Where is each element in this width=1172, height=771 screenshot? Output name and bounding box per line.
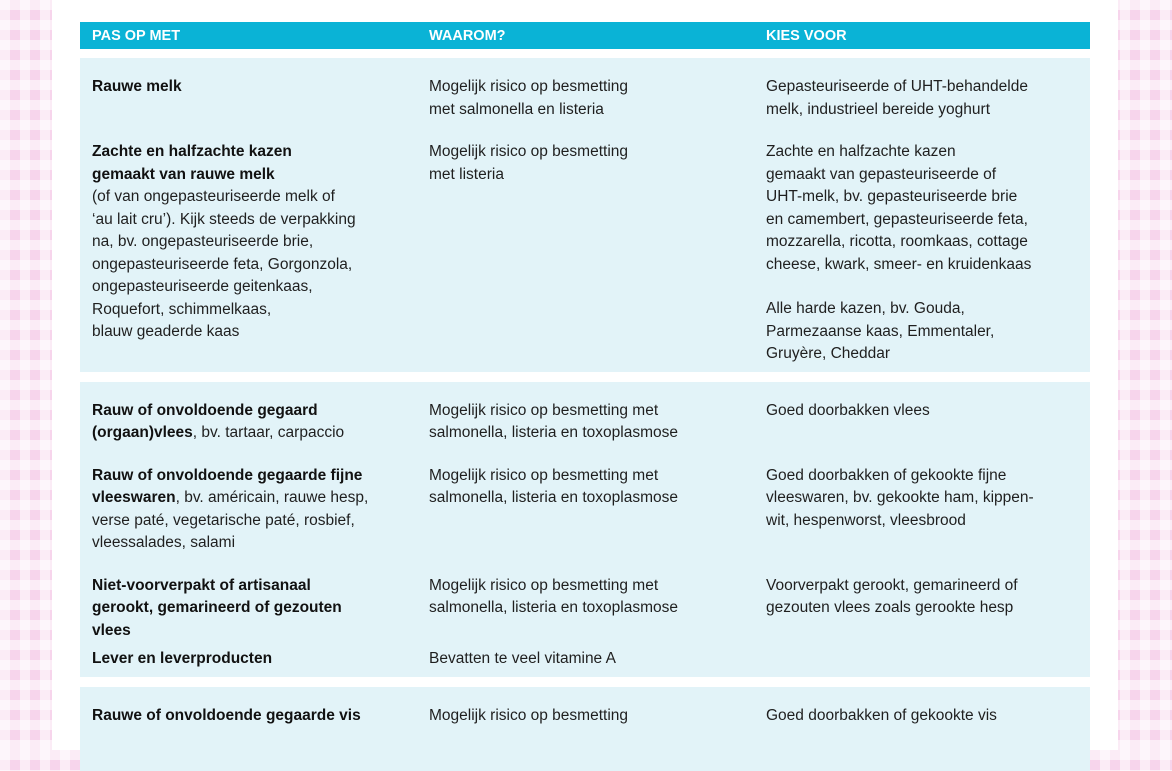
table-row <box>80 648 1090 671</box>
food-safety-table <box>80 22 1090 771</box>
cell-pas-op-met: Lever en leverproducten <box>92 650 273 667</box>
cell-pas-op-met: Rauw of onvoldoende gegaard (orgaan)vlees, bv. tartaar, carpaccio <box>92 401 345 441</box>
group-meat <box>80 382 1090 677</box>
header-pas-op-met: PAS OP MET <box>92 28 181 44</box>
header-kies-voor: KIES VOOR <box>766 28 847 44</box>
table-row <box>80 400 1090 445</box>
cell-waarom: Bevatten te veel vitamine A <box>429 650 616 667</box>
cell-pas-op-met: Rauwe melk <box>92 78 182 95</box>
cell-waarom: Mogelijk risico op besmetting met salmonella, listeria en toxoplasmose <box>429 576 678 616</box>
cell-waarom: Mogelijk risico op besmetting met salmonella en listeria <box>429 78 629 118</box>
table-row <box>80 141 1090 366</box>
table-row <box>80 705 1090 728</box>
cell-kies-voor: Voorverpakt gerookt, gemarineerd of gezouten vlees zoals gerookte hesp <box>766 576 1018 616</box>
group-dairy <box>80 58 1090 372</box>
cell-kies-voor: Goed doorbakken of gekookte vis <box>766 706 997 724</box>
cell-pas-op-met: Niet-voorverpakt of artisanaal gerookt, gemarineerd of gezouten vlees <box>92 576 342 639</box>
cell-waarom: Mogelijk risico op besmetting <box>429 706 629 724</box>
cell-pas-op-met: Zachte en halfzachte kazen gemaakt van rauwe melk (of van ongepasteuriseerde melk of ‘au lait cru’). Kijk steeds de verpakking na, bv. ongepasteuriseerde brie, ongepasteuriseerde feta, Gorgonzola, ongepasteuriseerde geitenkaas, Roquefort, schimmelkaas, blauw geaderde kaas <box>92 143 356 340</box>
cell-kies-voor: Zachte en halfzachte kazen gemaakt van gepasteuriseerde of UHT-melk, bv. gepasteuriseerde brie en camembert, gepasteuriseerde feta, mozzarella, ricotta, roomkaas, cottage cheese, kwark, smeer- en kruidenkaas Alle harde kazen, bv. Gouda, Parmezaanse kaas, Emmentaler, Gruyère, Cheddar <box>766 143 1032 362</box>
table-row <box>80 465 1090 555</box>
cell-kies-voor: Gepasteuriseerde of UHT-behandelde melk, industrieel bereide yoghurt <box>766 78 1028 118</box>
table-row <box>80 575 1090 643</box>
cell-kies-voor <box>754 648 1090 671</box>
cell-waarom: Mogelijk risico op besmetting met salmonella, listeria en toxoplasmose <box>429 466 678 506</box>
header-waarom: WAAROM? <box>429 28 506 44</box>
cell-pas-op-met: Rauw of onvoldoende gegaarde fijne vleeswaren, bv. américain, rauwe hesp, verse paté, vegetarische paté, rosbief, vleessalades, salami <box>92 466 369 551</box>
cell-waarom: Mogelijk risico op besmetting met salmonella, listeria en toxoplasmose <box>429 401 678 441</box>
table-row <box>80 76 1090 121</box>
cell-kies-voor: Goed doorbakken vlees <box>766 401 930 419</box>
table-header <box>80 22 1090 49</box>
group-fish <box>80 687 1090 771</box>
cell-waarom: Mogelijk risico op besmetting met listeria <box>429 143 629 183</box>
page <box>52 0 1118 750</box>
cell-pas-op-met: Rauwe of onvoldoende gegaarde vis <box>92 706 361 724</box>
cell-kies-voor: Goed doorbakken of gekookte fijne vleeswaren, bv. gekookte ham, kippen- wit, hespenworst, vleesbrood <box>766 466 1034 529</box>
